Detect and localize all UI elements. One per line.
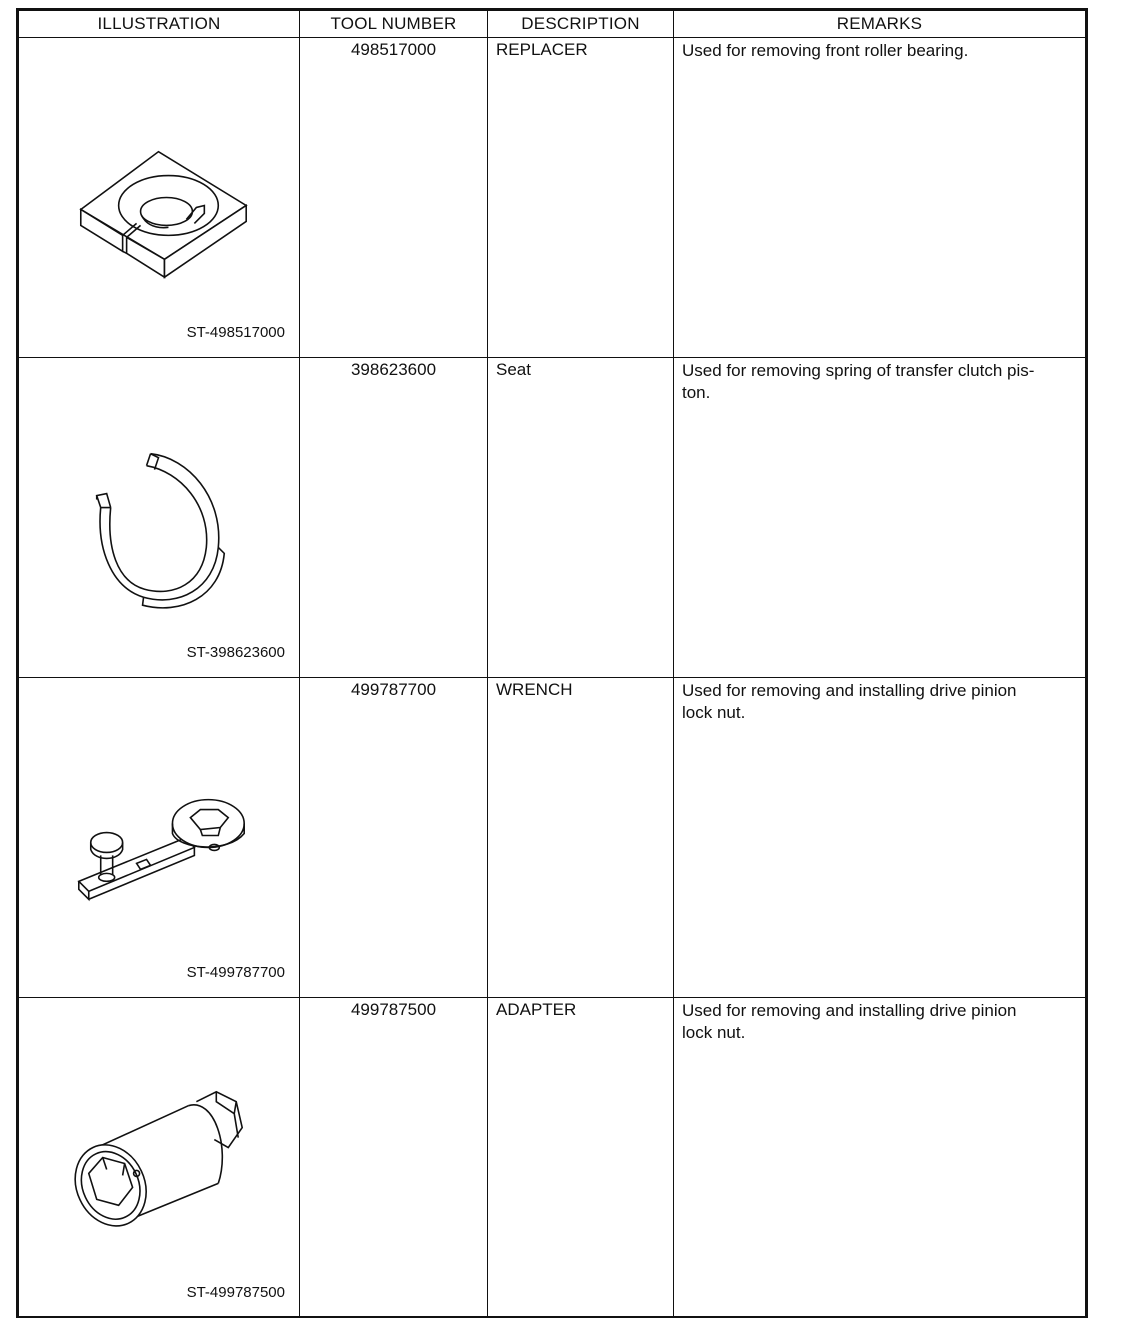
- tool-number: 498517000: [300, 38, 488, 358]
- tool-number: 499787500: [300, 998, 488, 1318]
- illustration-cell: [19, 358, 300, 678]
- header-tool-number: TOOL NUMBER: [300, 11, 488, 38]
- illustration-caption: ST-499787700: [186, 964, 285, 981]
- illustration-caption: ST-398623600: [186, 644, 285, 661]
- tool-remarks: [674, 998, 1086, 1318]
- header-illustration: ILLUSTRATION: [19, 11, 300, 38]
- tool-remarks: [674, 38, 1086, 358]
- tool-description: Seat: [488, 358, 674, 678]
- replacer-block-icon: [19, 38, 299, 357]
- tool-description: REPLACER: [488, 38, 674, 358]
- header-description: DESCRIPTION: [488, 11, 674, 38]
- adapter-socket-icon: [19, 998, 299, 1317]
- table-row: [19, 998, 1086, 1318]
- remarks-text: Used for removing and installing drive pinion lock nut.: [682, 1001, 1017, 1042]
- tool-description: ADAPTER: [488, 998, 674, 1318]
- seat-ring-icon: [19, 358, 299, 677]
- remarks-text: Used for removing and installing drive pinion lock nut.: [682, 681, 1017, 722]
- table-row: [19, 678, 1086, 998]
- tool-description: WRENCH: [488, 678, 674, 998]
- tool-number: 398623600: [300, 358, 488, 678]
- tools-table: [18, 10, 1086, 1318]
- table-row: [19, 38, 1086, 358]
- tool-remarks: [674, 358, 1086, 678]
- tool-remarks: [674, 678, 1086, 998]
- special-tools-sheet: [16, 8, 1088, 1318]
- illustration-caption: ST-498517000: [186, 324, 285, 341]
- header-row: [19, 11, 1086, 38]
- table-row: [19, 358, 1086, 678]
- wrench-icon: [19, 678, 299, 997]
- illustration-cell: [19, 38, 300, 358]
- remarks-text: Used for removing front roller bearing.: [682, 41, 969, 60]
- remarks-text: Used for removing spring of transfer clutch pis- ton.: [682, 361, 1035, 402]
- illustration-caption: ST-499787500: [186, 1284, 285, 1301]
- illustration-cell: [19, 998, 300, 1318]
- header-remarks: REMARKS: [674, 11, 1086, 38]
- tool-number: 499787700: [300, 678, 488, 998]
- illustration-cell: [19, 678, 300, 998]
